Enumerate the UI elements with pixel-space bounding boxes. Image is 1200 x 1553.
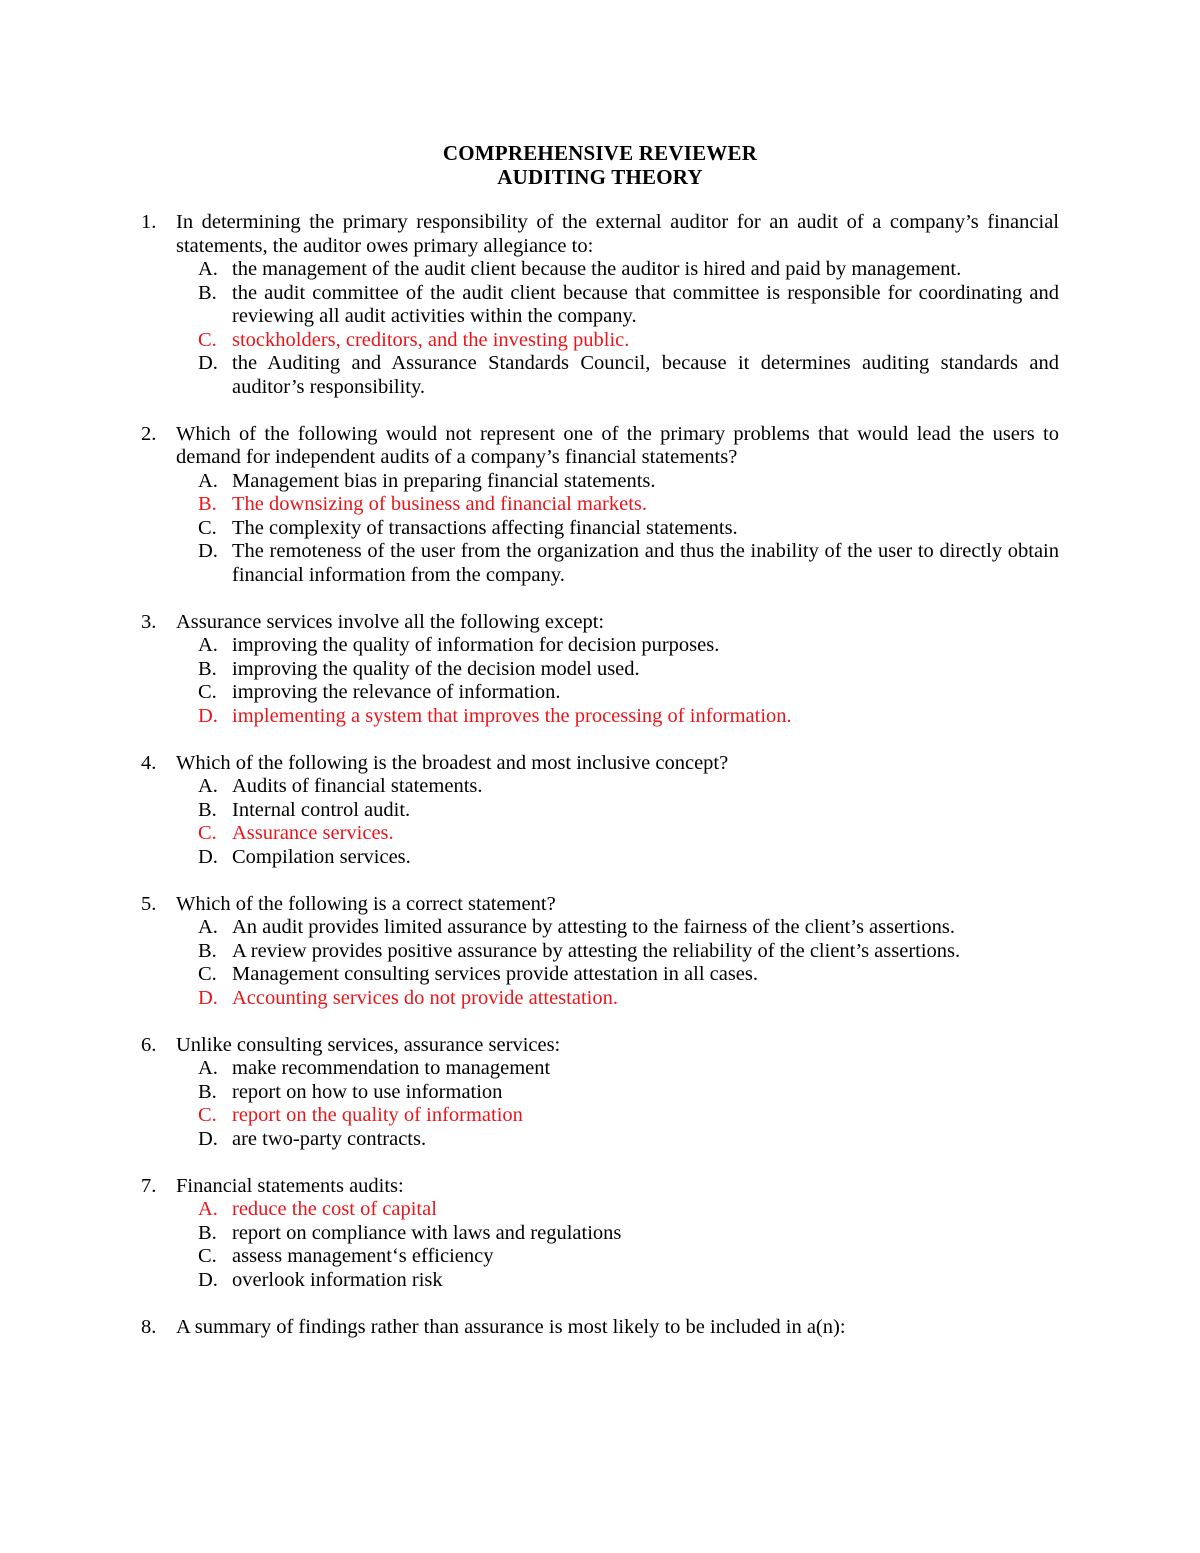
option-letter: A.: [198, 258, 218, 280]
answer-option: [176, 799, 1059, 823]
option-letter: B.: [198, 281, 217, 304]
answer-options: [176, 470, 1059, 588]
option-text: report on the quality of information: [232, 1104, 523, 1126]
answer-option: [176, 470, 1059, 494]
answer-option: [176, 681, 1059, 705]
answer-option: [176, 1245, 1059, 1269]
option-letter: A.: [198, 916, 218, 938]
answer-option-correct: [176, 1104, 1059, 1128]
answer-option: [176, 1081, 1059, 1105]
option-letter: B.: [198, 493, 217, 515]
answer-options: [176, 258, 1059, 399]
answer-option: [176, 540, 1059, 587]
option-text: improving the quality of the decision model used.: [232, 657, 640, 680]
answer-option-correct: [176, 705, 1059, 729]
option-text: Internal control audit.: [232, 798, 411, 821]
question-number: 5.: [141, 892, 157, 915]
option-text: stockholders, creditors, and the investing public.: [232, 328, 630, 351]
option-text: Accounting services do not provide attestation.: [232, 986, 618, 1009]
option-text: The complexity of transactions affecting financial statements.: [232, 516, 738, 539]
answer-option-correct: [176, 987, 1059, 1011]
option-text: Management consulting services provide attestation in all cases.: [232, 963, 759, 985]
question-item: [141, 1034, 1059, 1152]
answer-option: [176, 634, 1059, 658]
option-text: implementing a system that improves the processing of information.: [232, 704, 792, 727]
document-title: COMPREHENSIVE REVIEWER: [442, 141, 758, 165]
option-letter: C.: [198, 328, 217, 351]
option-letter: C.: [198, 516, 217, 539]
option-letter: A.: [198, 775, 218, 797]
answer-options: [176, 775, 1059, 869]
question-text: Unlike consulting services, assurance services:: [176, 1033, 561, 1056]
answer-options: [176, 1198, 1059, 1292]
question-text: Which of the following is a correct statement?: [176, 892, 556, 915]
question-list: [141, 211, 1059, 1363]
option-letter: A.: [198, 634, 218, 656]
option-text: the Auditing and Assurance Standards Council, because it determines auditing standards and auditor’s responsibility.: [232, 352, 1059, 398]
answer-option: [176, 352, 1059, 399]
option-text: An audit provides limited assurance by attesting to the fairness of the client’s assertions.: [232, 916, 956, 938]
question-text: A summary of findings rather than assurance is most likely to be included in a(n):: [176, 1315, 846, 1338]
option-text: the management of the audit client because the auditor is hired and paid by management.: [232, 258, 962, 280]
option-text: Audits of financial statements.: [232, 775, 483, 797]
question-text: Which of the following would not represent one of the primary problems that would lead the users to demand for independent audits of a company’s financial statements?: [176, 422, 1059, 468]
option-letter: C.: [198, 1104, 217, 1126]
question-number: 3.: [141, 610, 157, 633]
question-item: [141, 1175, 1059, 1293]
question-number: 4.: [141, 751, 157, 774]
question-item: [141, 611, 1059, 729]
answer-option: [176, 1269, 1059, 1293]
answer-option: [176, 517, 1059, 541]
option-text: Assurance services.: [232, 822, 394, 844]
question-text: Financial statements audits:: [176, 1174, 404, 1197]
question-text: Which of the following is the broadest and most inclusive concept?: [176, 751, 729, 774]
option-text: Compilation services.: [232, 845, 411, 868]
option-letter: D.: [198, 986, 218, 1009]
question-number: 6.: [141, 1033, 157, 1056]
answer-options: [176, 916, 1059, 1010]
option-letter: D.: [198, 540, 218, 562]
question-number: 7.: [141, 1174, 157, 1197]
option-text: the audit committee of the audit client because that committee is responsible for coordinating and reviewing all audit activities within the company.: [232, 281, 1059, 327]
option-text: The downsizing of business and financial markets.: [232, 493, 648, 515]
question-number: 1.: [141, 211, 157, 233]
question-item: [141, 211, 1059, 399]
document-subtitle: AUDITING THEORY: [497, 165, 703, 189]
question-item: [141, 423, 1059, 588]
answer-option: [176, 846, 1059, 870]
option-letter: B.: [198, 939, 217, 962]
question-text: In determining the primary responsibility of the external auditor for an audit of a company’s financial statements, the auditor owes primary allegiance to:: [176, 211, 1059, 257]
option-text: make recommendation to management: [232, 1057, 551, 1079]
answer-options: [176, 1057, 1059, 1151]
option-letter: C.: [198, 681, 217, 703]
answer-option: [176, 658, 1059, 682]
answer-option-correct: [176, 822, 1059, 846]
option-letter: B.: [198, 657, 217, 680]
option-letter: B.: [198, 1221, 217, 1244]
option-letter: D.: [198, 845, 218, 868]
option-letter: D.: [198, 1268, 218, 1291]
option-text: improving the quality of information for decision purposes.: [232, 634, 720, 656]
option-letter: D.: [198, 1127, 218, 1150]
answer-option: [176, 1057, 1059, 1081]
option-text: report on compliance with laws and regulations: [232, 1221, 622, 1244]
answer-option: [176, 1128, 1059, 1152]
answer-option-correct: [176, 493, 1059, 517]
option-letter: C.: [198, 822, 217, 844]
answer-option: [176, 940, 1059, 964]
answer-option: [176, 775, 1059, 799]
answer-option: [176, 963, 1059, 987]
option-letter: D.: [198, 704, 218, 727]
option-letter: B.: [198, 798, 217, 821]
question-item: [141, 1316, 1059, 1340]
option-text: The remoteness of the user from the organization and thus the inability of the user to directly obtain financial information from the company.: [232, 540, 1059, 586]
question-item: [141, 893, 1059, 1011]
question-text: Assurance services involve all the following except:: [176, 610, 605, 633]
option-text: improving the relevance of information.: [232, 681, 561, 703]
option-text: assess management‘s efficiency: [232, 1245, 494, 1267]
option-letter: D.: [198, 352, 218, 374]
question-number: 8.: [141, 1315, 157, 1338]
option-text: reduce the cost of capital: [232, 1198, 437, 1220]
answer-option: [176, 282, 1059, 329]
option-text: report on how to use information: [232, 1080, 503, 1103]
answer-options: [176, 634, 1059, 728]
option-letter: A.: [198, 1198, 218, 1220]
option-text: A review provides positive assurance by attesting the reliability of the client’s assertions.: [232, 939, 961, 962]
answer-option-correct: [176, 1198, 1059, 1222]
answer-option: [176, 1222, 1059, 1246]
option-letter: C.: [198, 963, 217, 985]
answer-option-correct: [176, 329, 1059, 353]
option-text: overlook information risk: [232, 1268, 443, 1291]
question-number: 2.: [141, 422, 157, 445]
question-item: [141, 752, 1059, 870]
option-letter: C.: [198, 1245, 217, 1267]
answer-option: [176, 258, 1059, 282]
option-letter: A.: [198, 1057, 218, 1079]
answer-option: [176, 916, 1059, 940]
option-text: are two-party contracts.: [232, 1127, 427, 1150]
option-text: Management bias in preparing financial statements.: [232, 469, 656, 492]
option-letter: B.: [198, 1080, 217, 1103]
option-letter: A.: [198, 469, 218, 492]
